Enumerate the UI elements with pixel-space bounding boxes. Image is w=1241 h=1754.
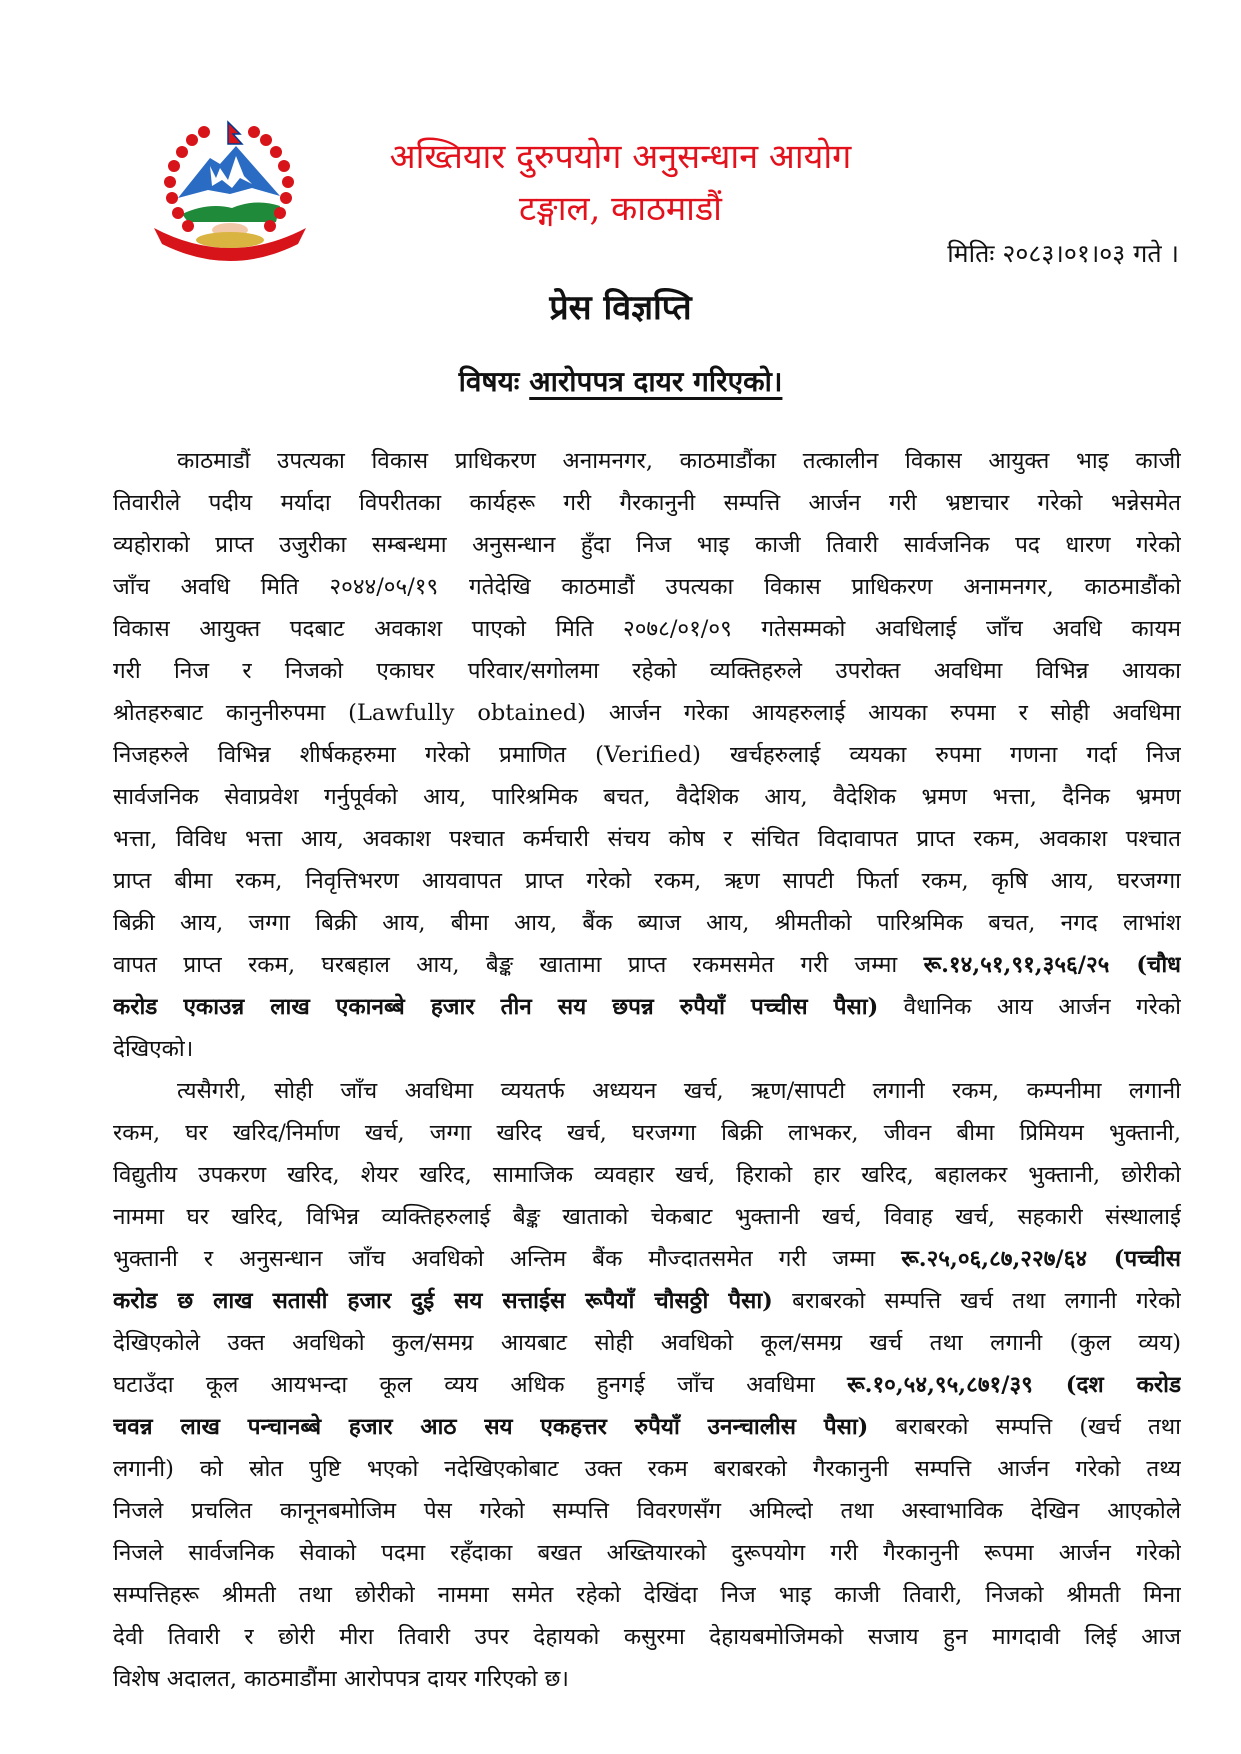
paragraph-line (113, 776, 1181, 818)
line-text: घटाउँदा कूल आयभन्दा कूल व्यय अधिक हुनगई जाँच अवधिमा (113, 1372, 848, 1398)
paragraph-line (113, 1406, 1181, 1448)
paragraph-line (113, 1490, 1181, 1532)
line-text: काठमाडौं उपत्यका विकास प्राधिकरण अनामनगर, काठमाडौंका तत्कालीन विकास आयुक्त भाइ काजी (177, 448, 1181, 474)
amount-text: करोड छ लाख सतासी हजार दुई सय सत्ताईस रूपैयाँ चौसठ्ठी पैसा) (113, 1288, 773, 1314)
line-text: निजले सार्वजनिक सेवाको पदमा रहँदाका बखत अख्तियारको दुरूपयोग गरी गैरकानुनी रूपमा आर्जन गरेको (113, 1540, 1181, 1566)
line-text: वैधानिक आय आर्जन गरेको (878, 994, 1181, 1020)
paragraph-line (113, 650, 1181, 692)
paragraph-line (113, 1658, 1181, 1700)
issue-date: मितिः २०८३।०१।०३ गते । (947, 239, 1179, 268)
line-text: लगानी) को स्रोत पुष्टि भएको नदेखिएकोबाट उक्त रकम बराबरको गैरकानुनी सम्पत्ति आर्जन गरेको तथ्य (113, 1456, 1181, 1482)
line-text: बिक्री आय, जग्गा बिक्री आय, बीमा आय, बैंक ब्याज आय, श्रीमतीको पारिश्रमिक बचत, नगद लाभांश (113, 910, 1181, 936)
paragraph-line (113, 1070, 1181, 1112)
paragraph-line (113, 692, 1181, 734)
line-text: निजले प्रचलित कानूनबमोजिम पेस गरेको सम्पत्ति विवरणसँग अमिल्दो तथा अस्वाभाविक देखिन आएकोले (113, 1498, 1181, 1524)
paragraph-line (113, 860, 1181, 902)
line-text: त्यसैगरी, सोही जाँच अवधिमा व्ययतर्फ अध्ययन खर्च, ऋण/सापटी लगानी रकम, कम्पनीमा लगानी (177, 1078, 1181, 1104)
paragraph-line (113, 440, 1181, 482)
line-text: विद्युतीय उपकरण खरिद, शेयर खरिद, सामाजिक व्यवहार खर्च, हिराको हार खरिद, बहालकर भुक्तानी, छोरीको (113, 1162, 1181, 1188)
paragraph-line (113, 1616, 1181, 1658)
line-text: निजहरुले विभिन्न शीर्षकहरुमा गरेको प्रमाणित (Verified) खर्चहरुलाई व्ययका रुपमा गणना गर्दा निज (113, 742, 1181, 768)
paragraph-line (113, 818, 1181, 860)
paragraph-line (113, 986, 1181, 1028)
paragraph-line (113, 524, 1181, 566)
line-text: रकम, घर खरिद/निर्माण खर्च, जग्गा खरिद खर्च, घरजग्गा बिक्री लाभकर, जीवन बीमा प्रिमियम भुक्तानी, (113, 1120, 1181, 1146)
line-text: व्यहोराको प्राप्त उजुरीका सम्बन्धमा अनुसन्धान हुँदा निज भाइ काजी तिवारी सार्वजनिक पद धारण गरेको (113, 532, 1181, 558)
line-text: प्राप्त बीमा रकम, निवृत्तिभरण आयवापत प्राप्त गरेको रकम, ऋण सापटी फिर्ता रकम, कृषि आय, घरजग्गा (113, 868, 1181, 894)
paragraph-line (113, 1364, 1181, 1406)
line-text: वापत प्राप्त रकम, घरबहाल आय, बैङ्क खातामा प्राप्त रकमसमेत गरी जम्मा (113, 952, 924, 978)
page-title: प्रेस विज्ञप्ति (549, 288, 692, 328)
amount-text: रू.१०,५४,९५,८७१/३९ (दश करोड (847, 1372, 1181, 1398)
paragraph-line (113, 1322, 1181, 1364)
line-text: विकास आयुक्त पदबाट अवकाश पाएको मिति २०७८/०१/०९ गतेसम्मको अवधिलाई जाँच अवधि कायम (113, 616, 1181, 642)
amount-text: करोड एकाउन्न लाख एकानब्बे हजार तीन सय छपन्न रुपैयाँ पच्चीस पैसा) (113, 994, 879, 1020)
paragraph-line (113, 902, 1181, 944)
line-text: विशेष अदालत, काठमाडौंमा आरोपपत्र दायर गरिएको छ। (113, 1666, 569, 1692)
paragraph-line (113, 1532, 1181, 1574)
subject-line (0, 362, 1241, 400)
subject-text: आरोपपत्र दायर गरिएको। (529, 365, 783, 398)
line-text: श्रोतहरुबाट कानुनीरुपमा (Lawfully obtained) आर्जन गरेका आयहरुलाई आयका रुपमा र सोही अवधिमा (113, 700, 1181, 726)
paragraph-line (113, 1574, 1181, 1616)
paragraph-line (113, 1196, 1181, 1238)
line-text: सम्पत्तिहरू श्रीमती तथा छोरीको नाममा समेत रहेको देखिंदा निज भाइ काजी तिवारी, निजको श्रीमती मिना (113, 1582, 1181, 1608)
line-text: देखिएको। (113, 1036, 194, 1062)
line-text: जाँच अवधि मिति २०४४/०५/१९ गतेदेखि काठमाडौं उपत्यका विकास प्राधिकरण अनामनगर, काठमाडौंको (113, 574, 1181, 600)
line-text: तिवारीले पदीय मर्यादा विपरीतका कार्यहरू गरी गैरकानुनी सम्पत्ति आर्जन गरी भ्रष्टाचार गरेको भन्नेसमेत (113, 490, 1181, 516)
paragraph-line (113, 944, 1181, 986)
paragraph-line (113, 566, 1181, 608)
line-text: नाममा घर खरिद, विभिन्न व्यक्तिहरुलाई बैङ्क खाताको चेकबाट भुक्तानी खर्च, विवाह खर्च, सहकारी संस्थालाई (113, 1204, 1181, 1230)
paragraph-line (113, 608, 1181, 650)
organization-location: टङ्गाल, काठमाडौं (519, 189, 722, 229)
line-text: बराबरको सम्पत्ति (खर्च तथा (868, 1414, 1181, 1440)
line-text: बराबरको सम्पत्ति खर्च तथा लगानी गरेको (772, 1288, 1181, 1314)
paragraph-line (113, 1112, 1181, 1154)
paragraph-line (113, 734, 1181, 776)
paragraph-line (113, 1028, 1181, 1070)
paragraph-line (113, 1448, 1181, 1490)
subject-label: विषयः (458, 365, 520, 398)
paragraph-line (113, 1154, 1181, 1196)
paragraph-line (113, 482, 1181, 524)
amount-text: रू.१४,५१,९१,३५६/२५ (चौध (923, 952, 1181, 978)
paragraph-line (113, 1238, 1181, 1280)
line-text: भुक्तानी र अनुसन्धान जाँच अवधिको अन्तिम बैंक मौज्दातसमेत गरी जम्मा (113, 1246, 902, 1272)
amount-text: चवन्न लाख पन्चानब्बे हजार आठ सय एकहत्तर रुपैयाँ उनन्चालीस पैसा) (113, 1414, 869, 1440)
line-text: देखिएकोले उक्त अवधिको कुल/समग्र आयबाट सोही अवधिको कूल/समग्र खर्च तथा लगानी (कुल व्यय) (113, 1330, 1181, 1356)
paragraph-line (113, 1280, 1181, 1322)
amount-text: रू.२५,०६,८७,२२७/६४ (पच्चीस (901, 1246, 1181, 1272)
line-text: सार्वजनिक सेवाप्रवेश गर्नुपूर्वको आय, पारिश्रमिक बचत, वैदेशिक आय, वैदेशिक भ्रमण भत्ता, दैनिक भ्रमण (113, 784, 1181, 810)
line-text: गरी निज र निजको एकाघर परिवार/सगोलमा रहेको व्यक्तिहरुले उपरोक्त अवधिमा विभिन्न आयका (113, 658, 1181, 684)
line-text: देवी तिवारी र छोरी मीरा तिवारी उपर देहायको कसुरमा देहायबमोजिमको सजाय हुन मागदावी लिई आज (113, 1624, 1181, 1650)
organization-name: अख्तियार दुरुपयोग अनुसन्धान आयोग (389, 137, 852, 177)
line-text: भत्ता, विविध भत्ता आय, अवकाश पश्चात कर्मचारी संचय कोष र संचित विदावापत प्राप्त रकम, अवकाश पश्चात (113, 826, 1181, 852)
document-body (113, 440, 1181, 1700)
